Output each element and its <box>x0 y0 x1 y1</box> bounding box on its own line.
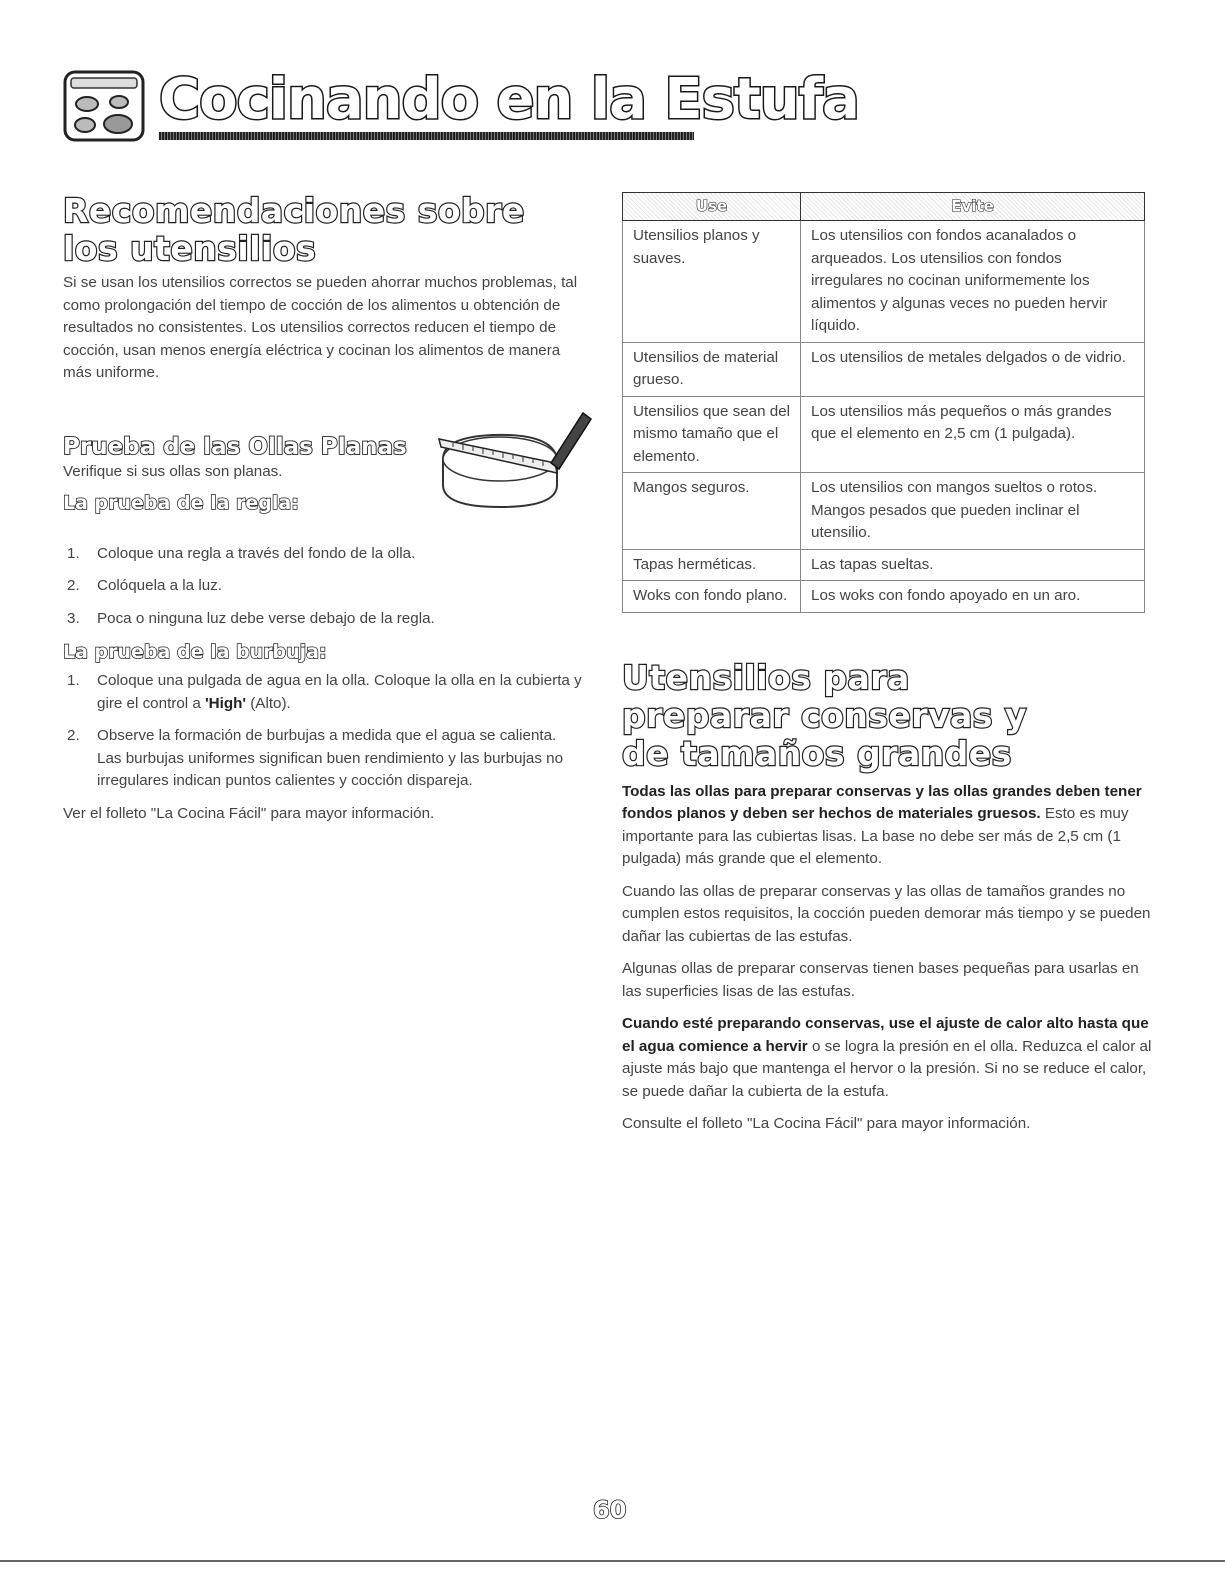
page-header <box>63 58 859 153</box>
intro-paragraph: Si se usan los utensilios correctos se pueden ahorrar muchos problemas, tal como prolongación del tiempo de cocción de los alimentos u obtención de resultados no consistentes. Los utensilios correctos reducen el tiempo de cocción, usan menos energía eléctrica y cocinan los alimentos de manera más uniforme. <box>63 274 578 381</box>
prueba-block <box>63 433 583 543</box>
page-number: 60 <box>593 1496 627 1524</box>
table-row: Woks con fondo plano. Los woks con fondo apoyado en un aro. <box>623 581 1145 613</box>
list-item: 2. Observe la formación de burbujas a medida que el agua se calienta. Las burbujas uniformes significan buen rendimiento y las burbujas no irregulares indican puntos calientes y cocción dispareja. <box>67 727 564 789</box>
use-evite-table <box>622 192 1145 613</box>
table-row: Tapas herméticas. Las tapas sueltas. <box>623 549 1145 581</box>
header-rule <box>159 132 694 140</box>
section-heading-conservas: Utensilios para preparar conservas y de tamaños grandes <box>622 657 1027 773</box>
paragraph: Cuando esté preparando conservas, use el ajuste de calor alto hasta que el agua comience a hervir o se logra la presión en el olla. Reduzca el calor al ajuste más bajo que mantenga el hervor o la presión. Si no se reduce el calor, se puede dañar la cubierta de la estufa. <box>622 1015 1152 1100</box>
list-item: 1. Coloque una pulgada de agua en la olla. Coloque la olla en la cubierta y gire el control a 'High' (Alto). <box>67 672 582 712</box>
section-heading-recomendaciones: Recomendaciones sobre los utensilios <box>63 191 525 268</box>
bottom-rule <box>0 1560 1225 1562</box>
column-header-use: Use <box>623 193 801 221</box>
list-item: 1. Coloque una regla a través del fondo de la olla. <box>67 544 416 562</box>
prueba-heading: Prueba de las Ollas Planas <box>63 433 407 460</box>
table-row: Mangos seguros. Los utensilios con mangos sueltos o rotos. Mangos pesados que pueden inclinar el utensilio. <box>623 473 1145 550</box>
burbuja-heading: La prueba de la burbuja: <box>63 641 327 663</box>
table-row: Utensilios de material grueso. Los utensilios de metales delgados o de vidrio. <box>623 342 1145 396</box>
paragraph: Todas las ollas para preparar conservas y las ollas grandes deben tener fondos planos y deben ser hechos de materiales gruesos. Esto es muy importante para las cubiertas lisas. La base no debe ser más de 2,5 cm (1 pulgada) más grande que el elemento. <box>622 782 1142 867</box>
paragraph: Algunas ollas de preparar conservas tienen bases pequeñas para usarlas en las superficies lisas de las estufas. <box>622 960 1139 1000</box>
table-row: Utensilios que sean del mismo tamaño que el elemento. Los utensilios más pequeños o más grandes que el elemento en 2,5 cm (1 pulgada). <box>623 396 1145 473</box>
list-item: 2. Colóquela a la luz. <box>67 577 222 594</box>
paragraph: Cuando las ollas de preparar conservas y las ollas de tamaños grandes no cumplen estos requisitos, la cocción pueden demorar más tiempo y se pueden dañar las cubiertas de las estufas. <box>622 882 1151 945</box>
column-header-evite: Evite <box>801 193 1145 221</box>
burbuja-steps <box>63 670 583 793</box>
page-title: Cocinando en la Estufa <box>159 67 859 132</box>
prueba-subtitle: Verifique si sus ollas son planas. <box>63 462 283 480</box>
regla-heading: La prueba de la regla: <box>63 492 299 514</box>
table-row: Utensilios planos y suaves. Los utensilios con fondos acanalados o arqueados. Los utensilios con fondos irregulares no cocinan uniformemente los alimentos y algunas veces no pueden hervir líquido. <box>623 221 1145 343</box>
right-column <box>622 192 1156 1136</box>
footer-note: Ver el folleto "La Cocina Fácil" para mayor información. <box>63 804 435 822</box>
left-column <box>63 192 583 825</box>
list-item: 3. Poca o ninguna luz debe verse debajo de la regla. <box>67 609 435 627</box>
paragraph: Consulte el folleto "La Cocina Fácil" para mayor información. <box>622 1115 1031 1132</box>
cooktop-icon <box>63 70 145 142</box>
regla-steps <box>63 543 583 631</box>
pot-ruler-illustration <box>433 407 593 527</box>
